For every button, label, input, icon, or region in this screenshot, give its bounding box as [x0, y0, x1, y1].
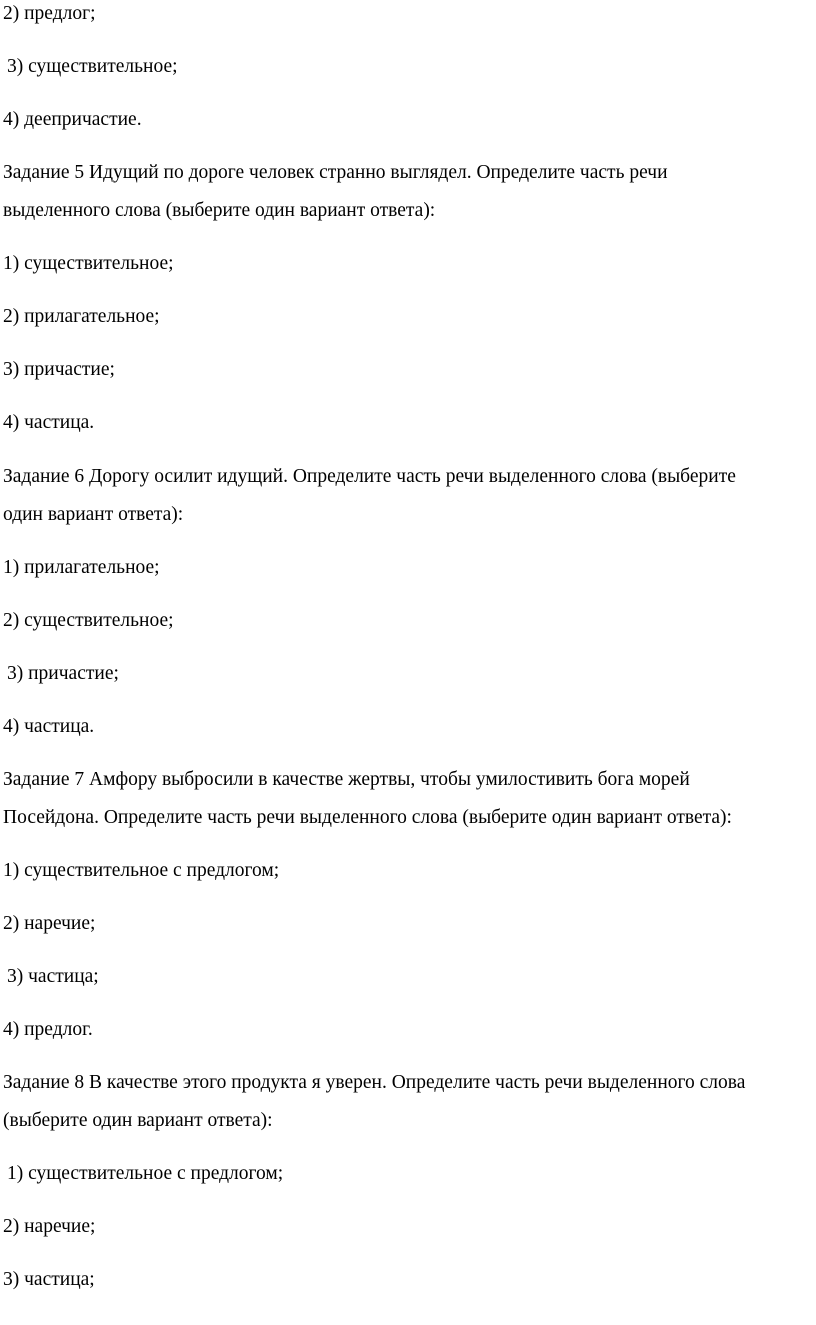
q6-question-line-2: один вариант ответа): [3, 504, 184, 525]
q4-option-3: 3) существительное; [7, 56, 178, 77]
q7-question-line-1: Задание 7 Амфору выбросили в качестве жертвы, чтобы умилостивить бога морей [3, 769, 690, 790]
q5-question-line-1: Задание 5 Идущий по дороге человек странно выглядел. Определите часть речи [3, 162, 668, 183]
q6-option-1: 1) прилагательное; [3, 557, 160, 578]
q8-question-line-2: (выберите один вариант ответа): [3, 1110, 273, 1131]
q5-option-2: 2) прилагательное; [3, 306, 160, 327]
q7-option-2: 2) наречие; [3, 913, 96, 934]
q6-question-line-1: Задание 6 Дорогу осилит идущий. Определите часть речи выделенного слова (выберите [3, 466, 736, 487]
q4-option-4: 4) деепричастие. [3, 109, 142, 130]
q6-option-3: 3) причастие; [7, 663, 119, 684]
q8-option-2: 2) наречие; [3, 1216, 96, 1237]
q5-option-3: 3) причастие; [3, 359, 115, 380]
q6-option-2: 2) существительное; [3, 610, 174, 631]
q7-option-3: 3) частица; [7, 966, 99, 987]
q5-question-line-2: выделенного слова (выберите один вариант ответа): [3, 200, 436, 221]
q8-question-line-1: Задание 8 В качестве этого продукта я уверен. Определите часть речи выделенного слова [3, 1072, 746, 1093]
q4-option-2: 2) предлог; [3, 3, 96, 24]
q7-option-1: 1) существительное с предлогом; [3, 860, 280, 881]
q5-option-4: 4) частица. [3, 412, 95, 433]
q7-option-4: 4) предлог. [3, 1019, 93, 1040]
q5-option-1: 1) существительное; [3, 253, 174, 274]
q8-option-3: 3) частица; [3, 1269, 95, 1290]
q6-option-4: 4) частица. [3, 716, 95, 737]
q8-option-1: 1) существительное с предлогом; [7, 1163, 284, 1184]
q7-question-line-2: Посейдона. Определите часть речи выделенного слова (выберите один вариант ответа): [3, 807, 732, 828]
